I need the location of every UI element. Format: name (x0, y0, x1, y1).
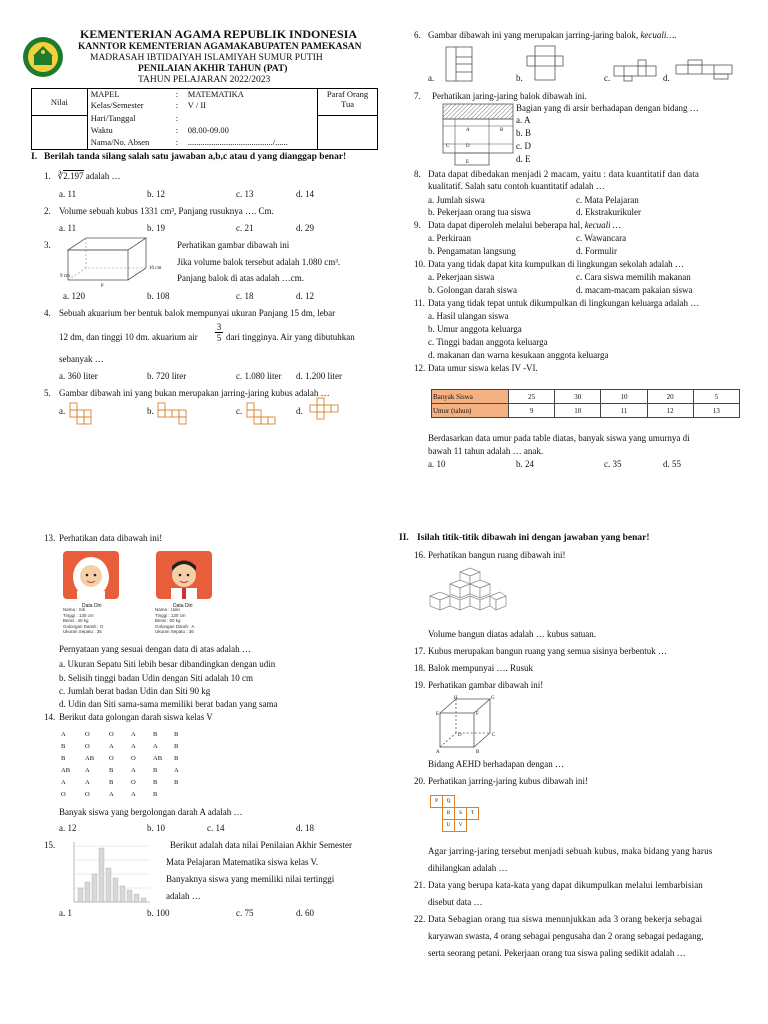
q5-num: 5. (44, 388, 51, 398)
blood-type-cell: B (109, 767, 114, 774)
header-line4: PENILAIAN AKHIR TAHUN (PAT) (138, 64, 288, 74)
q19-label-e: E (436, 712, 440, 717)
kelas-label: Kelas/Semester (90, 100, 144, 110)
q7-text: Perhatikan jaring-jaring balok dibawah ini. (432, 91, 587, 101)
colon: : (175, 137, 179, 147)
q2-option-c[interactable]: c. 21 (236, 223, 254, 233)
q3-option-d[interactable]: d. 12 (296, 291, 314, 301)
q4-num: 4. (44, 308, 51, 318)
q12-cell: 30 (555, 390, 601, 404)
q7-net-figure (443, 104, 515, 168)
siti-card (63, 607, 103, 635)
blood-type-cell: B (153, 731, 158, 738)
q19-label-g: G (491, 696, 495, 701)
q22-text1: Data Sebagian orang tua siswa menunjukkan ada 3 orang bekerja sebagai (428, 914, 703, 924)
q4-option-b[interactable]: b. 720 liter (147, 371, 187, 381)
q7-label-e: E (466, 160, 470, 165)
blood-type-cell: O (85, 743, 90, 750)
net-cell-r: R (442, 807, 455, 820)
q8-option-a[interactable]: a. Jumlah siswa (428, 195, 485, 205)
blood-type-cell: O (109, 755, 114, 762)
q7-label-c: C (446, 144, 450, 149)
section1-num: I. (31, 152, 38, 162)
q13-option-b[interactable]: b. Selisih tinggi badan Udin dengan Siti adalah 10 cm (59, 673, 253, 683)
q1-num: 1. (44, 171, 51, 181)
udin-card (155, 607, 195, 635)
q17-text: Kubus merupakan bangun ruang yang semua sisinya berbentuk … (428, 646, 667, 656)
q11-option-c[interactable]: c. Tinggi badan anggota keluarga (428, 337, 548, 347)
waktu-value: 08.00-09.00 (187, 125, 229, 135)
q1-text: adalah … (83, 171, 121, 181)
blood-type-cell: B (153, 791, 158, 798)
q7-option-c[interactable]: c. D (516, 141, 531, 151)
q13-option-d[interactable]: d. Udin dan Siti sama-sama memiliki berat badan yang sama (59, 699, 278, 709)
q5-option-b[interactable]: b. (147, 406, 154, 416)
q14-option-d[interactable]: d. 18 (296, 823, 314, 833)
q12-option-c[interactable]: c. 35 (604, 459, 622, 469)
q9-option-a[interactable]: a. Perkiraan (428, 233, 471, 243)
siti-tinggi: Tinggi : 130 cm (63, 612, 94, 618)
school-logo (22, 36, 64, 78)
q20-text3: dihilangkan adalah … (428, 863, 508, 873)
q3-height-label: 10 cm (149, 266, 162, 271)
paraf-box[interactable] (318, 116, 378, 150)
q2-option-d[interactable]: d. 29 (296, 223, 314, 233)
blood-type-cell: O (85, 731, 90, 738)
q19-label-f: F (476, 712, 479, 717)
q10-option-b[interactable]: b. Golongan darah siswa (428, 285, 517, 295)
q8-num: 8. (414, 169, 421, 179)
q4-option-a[interactable]: a. 360 liter (59, 371, 98, 381)
q6-net-a (446, 47, 476, 83)
nilai-label: Nilai (32, 89, 88, 116)
blood-type-cell: A (85, 779, 90, 786)
q4-fraction (215, 322, 223, 343)
siti-goldar: Golongan Darah : O (63, 623, 104, 629)
udin-avatar (156, 551, 212, 599)
root-sign: ∛ (57, 171, 64, 181)
nilai-box[interactable] (32, 116, 88, 150)
q7-option-a[interactable]: a. A (516, 115, 531, 125)
blood-type-cell: B (153, 767, 158, 774)
balok-figure (62, 236, 152, 286)
blood-type-cell: O (131, 755, 136, 762)
q3-length-label: p (101, 283, 104, 288)
siti-card-title: Data Diri (82, 603, 102, 609)
udin-sepatu: Ukuran Sepatu : 36 (155, 629, 194, 635)
q3-num: 3. (44, 240, 51, 250)
q10-option-a[interactable]: a. Pekerjaan siswa (428, 272, 495, 282)
q16-text: Perhatikan bangun ruang dibawah ini! (428, 550, 566, 560)
q7-label-a: A (466, 128, 470, 133)
blood-type-cell: A (131, 767, 136, 774)
blood-type-cell: B (61, 743, 66, 750)
q1-option-d[interactable]: d. 14 (296, 189, 314, 199)
q12-cell: 10 (555, 404, 601, 418)
q13-option-a[interactable]: a. Ukuran Sepatu Siti lebih besar dibandingkan dengan udin (59, 659, 276, 669)
header-line5: TAHUN PELAJARAN 2022/2023 (138, 75, 271, 85)
q15-option-a[interactable]: a. 1 (59, 908, 72, 918)
q5-net-a (70, 403, 110, 427)
q14-option-b[interactable]: b. 10 (147, 823, 165, 833)
q19-num: 19. (414, 680, 426, 690)
q17-num: 17. (414, 646, 426, 656)
q8-text2: kualitatif. Salah satu contoh kuantitatif adalah … (428, 181, 605, 191)
kelas-value: V / II (187, 100, 206, 110)
blood-type-cell: A (153, 743, 158, 750)
q20-cube-net (430, 795, 490, 839)
colon: : (175, 125, 179, 135)
q1-option-a[interactable]: a. 11 (59, 189, 77, 199)
q4-text3: sebanyak … (59, 354, 104, 364)
q13-text: Perhatikan data dibawah ini! (59, 533, 163, 543)
q3-text2: Jika volume balok tersebut adalah 1.080 cm³. (177, 257, 341, 267)
blood-type-cell: O (131, 779, 136, 786)
net-cell-u: U (442, 819, 455, 832)
q15-num: 15. (44, 840, 56, 850)
q14-text: Berikut data golongan darah siswa kelas V (59, 712, 213, 722)
q12-text: Data umur siswa kelas IV -VI. (428, 363, 538, 373)
udin-card-title: Data Diri (173, 603, 193, 609)
q3-option-c[interactable]: c. 18 (236, 291, 254, 301)
q12-option-d[interactable]: d. 55 (663, 459, 681, 469)
siti-sepatu: Ukuran Sepatu : 35 (63, 629, 102, 635)
q18-text: Balok mempunyai …. Rusuk (428, 663, 533, 673)
q12-cell: 9 (509, 404, 555, 418)
q19-text2: Bidang AEHD berhadapan dengan … (428, 759, 564, 769)
colon: : (175, 113, 179, 123)
q16-num: 16. (414, 550, 426, 560)
q10-text: Data yang tidak dapat kita kumpulkan di lingkungan sekolah adalah … (428, 259, 684, 269)
udin-tinggi: Tinggi : 130 cm (155, 612, 186, 618)
q5-net-c (247, 403, 287, 427)
q11-num: 11. (414, 298, 425, 308)
colon: : (175, 100, 179, 110)
identity-table (31, 88, 378, 150)
q15-option-b[interactable]: b. 100 (147, 908, 170, 918)
udin-nama: Nama : Udin (155, 607, 181, 612)
q9-text-main: Data dapat diperoleh melalui beberapa hal, (428, 220, 583, 230)
blood-type-cell: B (109, 779, 114, 786)
q16-cube-stack (430, 566, 506, 618)
q3-text1: Perhatikan gambar dibawah ini (177, 240, 290, 250)
waktu-label: Waktu (90, 125, 113, 135)
q21-text2: disebut data … (428, 897, 483, 907)
q8-option-b[interactable]: b. Pekerjaan orang tua siswa (428, 207, 531, 217)
q21-text1: Data yang berupa kata-kata yang dapat dikumpulkan melalui lembarbisian (428, 880, 703, 890)
q4-option-c[interactable]: c. 1.080 liter (236, 371, 282, 381)
q19-label-c: C (492, 733, 496, 738)
section2-instruction: Isilah titik-titik dibawah ini dengan jawaban yang benar! (417, 533, 650, 543)
section2-num: II. (399, 533, 409, 543)
q1 (44, 171, 120, 182)
q6-text (428, 30, 677, 41)
q15-text4: adalah … (166, 891, 201, 901)
q12-cell: 12 (647, 404, 693, 418)
q14-option-c[interactable]: c. 14 (207, 823, 225, 833)
blood-type-cell: A (109, 791, 114, 798)
q20-text: Perhatikan jarring-jaring kubus dibawah ini! (428, 776, 588, 786)
q6-option-a[interactable]: a. (428, 73, 435, 83)
mapel-value: MATEMATIKA (187, 89, 244, 99)
q4-numerator: 3 (216, 322, 222, 332)
q4-text2b: dari tingginya. Air yang dibutuhkan (226, 332, 355, 342)
q2-text: Volume sebuah kubus 1331 cm³, Panjang rusuknya …. Cm. (59, 206, 274, 216)
blood-type-cell: AB (61, 767, 71, 774)
q2-num: 2. (44, 206, 51, 216)
net-cell-q: Q (442, 795, 455, 808)
q6-net-c (614, 60, 659, 82)
q19-text: Perhatikan gambar dibawah ini! (428, 680, 544, 690)
blood-type-cell: A (85, 767, 90, 774)
udin-berat: Berat : 50 kg (155, 618, 181, 624)
q5-net-b (158, 403, 203, 427)
q15-text2: Mata Pelajaran Matematika siswa kelas V. (166, 857, 319, 867)
nama-label: Nama/No. Absen (90, 137, 150, 147)
udin-goldar: Golongan Darah : A (155, 623, 195, 629)
q3-option-a[interactable]: a. 120 (63, 291, 85, 301)
net-cell-t: T (466, 807, 479, 820)
header-line2: KANNTOR KEMENTERIAN AGAMAKABUPATEN PAMEKASAN (78, 42, 362, 52)
q19-label-d: D (458, 733, 462, 738)
net-cell-p: P (430, 795, 443, 808)
q8-text1: Data dapat dibedakan menjadi 2 macam, yaitu : data kuantitatif dan data (428, 169, 700, 179)
q13-text2: Pernyataan yang sesuai dengan data di atas adalah … (59, 644, 251, 654)
q19-cube-figure (436, 695, 496, 753)
blood-type-cell: B (174, 779, 179, 786)
mapel-label: MAPEL (90, 89, 120, 99)
q12-text3: bawah 11 tahun adalah … anak. (428, 446, 544, 456)
header-line1: KEMENTERIAN AGAMA REPUBLIK INDONESIA (80, 27, 358, 41)
q6-option-c[interactable]: c. (604, 73, 611, 83)
q7-num: 7. (414, 91, 421, 101)
q15-option-c[interactable]: c. 75 (236, 908, 254, 918)
blood-type-cell: AB (153, 755, 163, 762)
blood-type-cell: A (131, 743, 136, 750)
header-line3: MADRASAH IBTIDAIYAH ISLAMIYAH SUMUR PUTIH (90, 53, 323, 63)
q10-option-d[interactable]: d. macam-macam pakaian siswa (576, 285, 693, 295)
blood-type-cell: B (174, 731, 179, 738)
blood-type-cell: A (174, 767, 179, 774)
q20-num: 20. (414, 776, 426, 786)
q5-option-d[interactable]: d. (296, 406, 303, 416)
q1-radicand: 2.197 (63, 171, 84, 181)
q7-label-b: B (500, 128, 504, 133)
q14-blood-grid (57, 731, 187, 801)
blood-type-cell: B (174, 743, 179, 750)
hari-label: Hari/Tanggal (90, 113, 136, 123)
blood-type-cell: AB (85, 755, 95, 762)
q9-option-b[interactable]: b. Pengamatan langsung (428, 246, 516, 256)
q12-header-umur: Umur (tahun) (432, 404, 509, 418)
q14-num: 14. (44, 712, 56, 722)
paraf-label: Paraf Orang Tua (318, 89, 378, 116)
q6-net-b (527, 46, 567, 82)
q9-kecuali: kecuali … (584, 220, 621, 230)
q15-text3: Banyaknya siswa yang memiliki nilai tertinggi (166, 874, 335, 884)
q6-text-main: Gambar dibawah ini yang merupakan jarring-jaring balok, (428, 30, 639, 40)
q12-cell: 25 (509, 390, 555, 404)
net-cell-v: V (454, 819, 467, 832)
q20-text2: Agar jarring-jaring tersebut menjadi sebuah kubus, maka bidang yang harus (428, 846, 713, 856)
q21-num: 21. (414, 880, 426, 890)
q14-option-a[interactable]: a. 12 (59, 823, 77, 833)
q13-option-c[interactable]: c. Jumlah berat badan Udin dan Siti 90 kg (59, 686, 211, 696)
siti-berat: Berat : 40 kg (63, 618, 89, 624)
q1-option-b[interactable]: b. 12 (147, 189, 165, 199)
q12-cell: 5 (693, 390, 739, 404)
q15-bar-chart (64, 838, 154, 910)
q3-text3: Panjang balok di atas adalah …cm. (177, 273, 304, 283)
q9-num: 9. (414, 220, 421, 230)
q12-option-a[interactable]: a. 10 (428, 459, 446, 469)
info-fields (87, 89, 317, 150)
q7-text2: Bagian yang di arsir berhadapan dengan bidang … (516, 103, 699, 113)
q12-cell: 10 (601, 390, 647, 404)
siti-nama: Nama : Siti (63, 607, 86, 612)
q10-option-c[interactable]: c. Cara siswa memilih makanan (576, 272, 691, 282)
q4-option-d[interactable]: d. 1.200 liter (296, 371, 342, 381)
q10-num: 10. (414, 259, 426, 269)
blood-type-cell: B (61, 755, 66, 762)
q7-option-b[interactable]: b. B (516, 128, 532, 138)
q12-num: 12. (414, 363, 426, 373)
q12-cell: 11 (601, 404, 647, 418)
q22-num: 22. (414, 914, 426, 924)
q11-option-d[interactable]: d. makanan dan warna kesukaan anggota keluarga (428, 350, 609, 360)
blood-type-cell: A (109, 743, 114, 750)
q14-text2: Banyak siswa yang bergolongan darah A adalah … (59, 807, 243, 817)
q11-text: Data yang tidak tepat untuk dikumpulkan di lingkungan keluarga adalah … (428, 298, 700, 308)
q5-option-c[interactable]: c. (236, 406, 243, 416)
q12-header-banyak: Banyak Siswa (432, 390, 509, 404)
blood-type-cell: O (109, 731, 114, 738)
q22-text2: karyawan swasta, 4 orang sebagai pengusaha dan 2 orang sebagai pedagang, (428, 931, 704, 941)
q2-option-a[interactable]: a. 11 (59, 223, 77, 233)
q18-num: 18. (414, 663, 426, 673)
q6-option-b[interactable]: b. (516, 73, 523, 83)
blood-type-cell: A (131, 731, 136, 738)
q12-age-table (431, 389, 740, 418)
q8-option-c[interactable]: c. Mata Pelajaran (576, 195, 639, 205)
q12-option-b[interactable]: b. 24 (516, 459, 534, 469)
q9-text (428, 220, 621, 231)
blood-type-cell: B (153, 779, 158, 786)
blood-type-cell: B (174, 755, 179, 762)
blood-type-cell: O (85, 791, 90, 798)
colon: : (175, 89, 179, 99)
q9-option-d[interactable]: d. Formulir (576, 246, 618, 256)
q3-width-label: 9 cm (60, 274, 70, 279)
q11-option-b[interactable]: b. Umur anggota keluarga (428, 324, 522, 334)
q4-text1: Sebuah akuarium ber bentuk balok mempunyai ukuran Panjang 15 dm, lebar (59, 308, 336, 318)
q13-num: 13. (44, 533, 56, 543)
q2-option-b[interactable]: b. 19 (147, 223, 165, 233)
q4-text2a: 12 dm, dan tinggi 10 dm. akuarium air (59, 332, 198, 342)
blood-type-cell: A (131, 791, 136, 798)
q19-label-a: A (436, 750, 440, 755)
q19-label-h: H (454, 696, 458, 701)
q6-option-d[interactable]: d. (663, 73, 670, 83)
q6-net-d (676, 60, 736, 80)
blood-type-cell: O (61, 791, 66, 798)
q1-option-c[interactable]: c. 13 (236, 189, 254, 199)
siti-avatar (63, 551, 119, 599)
q15-text1: Berikut adalah data nilai Penilaian Akhir Semester (170, 840, 352, 850)
q4-denominator: 5 (216, 333, 222, 343)
q6-kecuali: kecuali…. (640, 30, 677, 40)
q5-net-d (310, 398, 345, 428)
blood-type-cell: A (61, 779, 66, 786)
q11-option-a[interactable]: a. Hasil ulangan siswa (428, 311, 509, 321)
q12-text2: Berdasarkan data umur pada table diatas, banyak siswa yang umurnya di (428, 433, 690, 443)
q3-option-b[interactable]: b. 108 (147, 291, 170, 301)
q12-cell: 20 (647, 390, 693, 404)
q7-option-d[interactable]: d. E (516, 154, 531, 164)
q8-option-d[interactable]: d. Ekstrakurikuler (576, 207, 641, 217)
blood-type-cell: A (61, 731, 66, 738)
q15-option-d[interactable]: d. 60 (296, 908, 314, 918)
q12-cell: 13 (693, 404, 739, 418)
q22-text3: serta seorang petani. Pekerjaan orang tua siswa paling sedikit adalah … (428, 948, 686, 958)
q7-label-d: D (466, 144, 470, 149)
q19-label-b: B (476, 750, 480, 755)
nama-value[interactable]: ......................................../...... (187, 137, 288, 147)
q9-option-c[interactable]: c. Wawancara (576, 233, 627, 243)
q6-num: 6. (414, 30, 421, 40)
net-cell-s: S (454, 807, 467, 820)
q16-text2: Volume bangun diatas adalah … kubus satuan. (428, 629, 597, 639)
q5-text: Gambar dibawah ini yang bukan merupakan jarring-jaring kubus adalah … (59, 388, 330, 398)
section1-instruction: Berilah tanda silang salah satu jawaban a,b,c atau d yang dianggap benar! (44, 152, 347, 162)
q5-option-a[interactable]: a. (59, 406, 66, 416)
